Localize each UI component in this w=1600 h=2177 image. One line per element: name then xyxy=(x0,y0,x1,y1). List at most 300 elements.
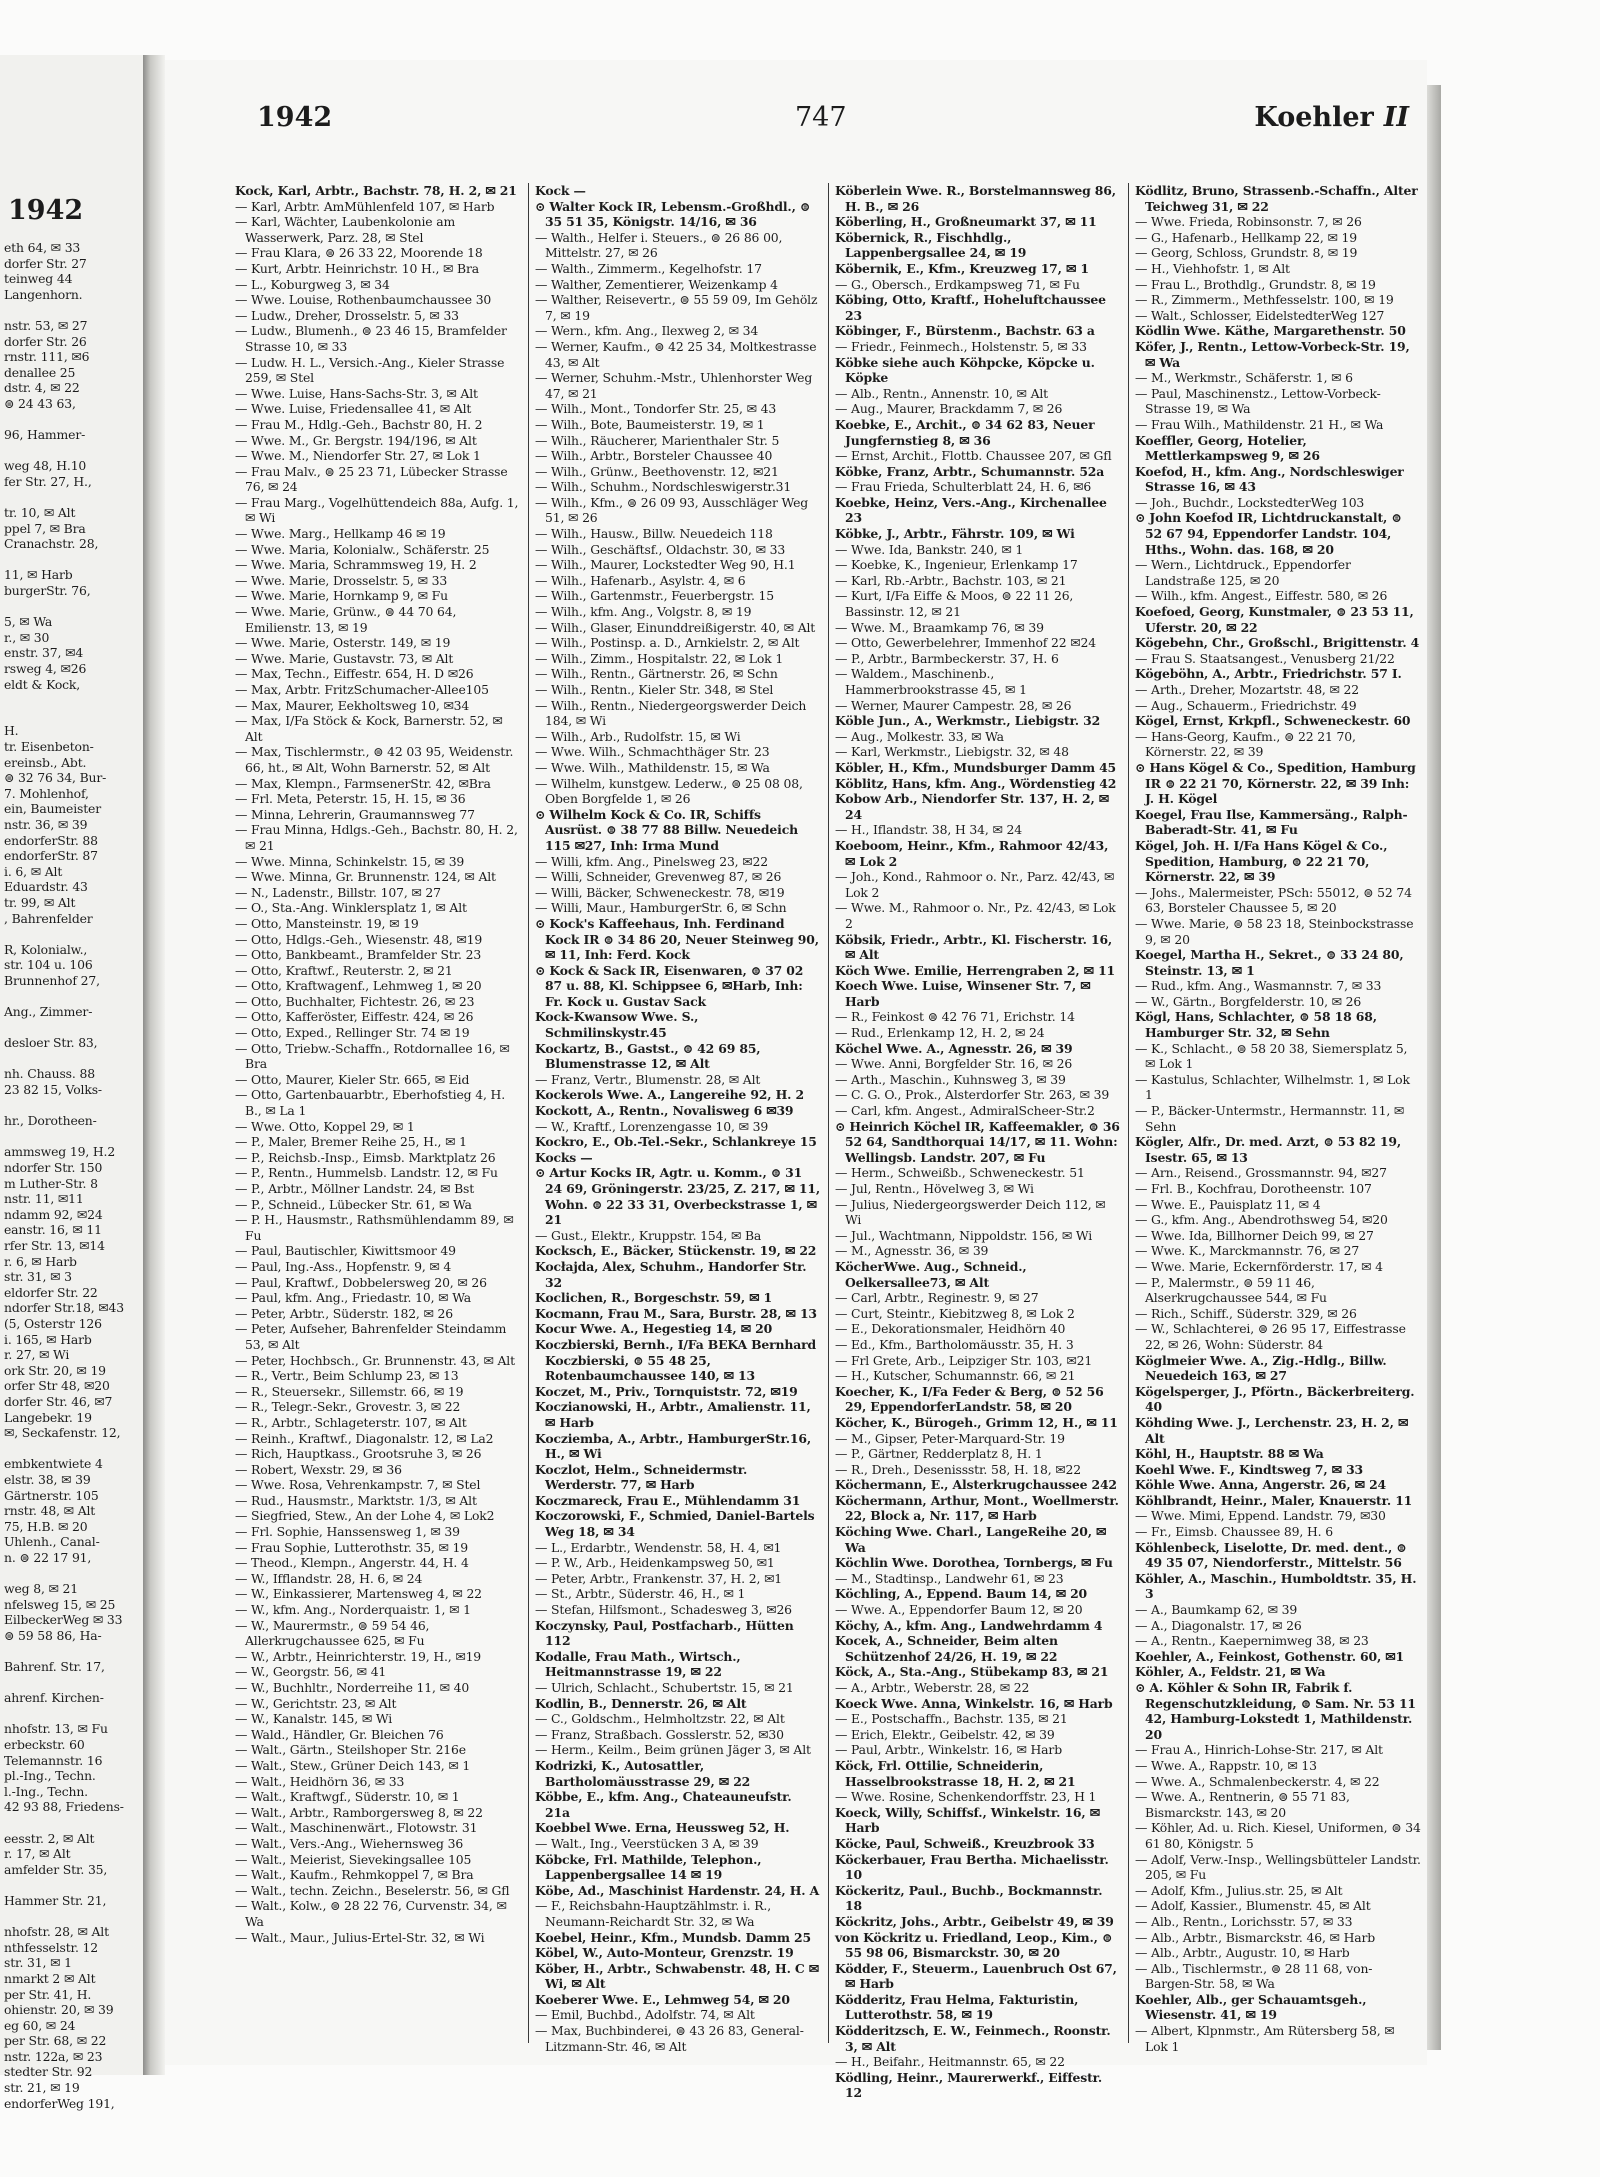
directory-entry: Köberling, H., Großneumarkt 37, ✉ 11 xyxy=(835,214,1097,230)
directory-entry: — Wwe. Minna, Schinkelstr. 15, ✉ 39 xyxy=(235,853,465,869)
directory-entry: — Joh., Buchdr., LockstedterWeg 103 xyxy=(1135,494,1365,510)
directory-entry: — A., Rentn., Kaepernimweg 38, ✉ 23 xyxy=(1135,1633,1369,1649)
directory-entry: Koebke, Heinz, Vers.-Ang., Kirchenallee 23 xyxy=(835,494,1107,526)
left-page-line: r. 27, ✉ Wi xyxy=(4,1347,70,1363)
directory-entry: — Kastulus, Schlachter, Wilhelmstr. 1, ✉ Lok 1 xyxy=(1135,1071,1410,1103)
directory-entry: — Wilh., Räucherer, Marienthaler Str. 5 xyxy=(535,432,780,448)
directory-entry: — Alb., Rentn., Lorichsstr. 57, ✉ 33 xyxy=(1135,1913,1353,1929)
left-page-line: ppel 7, ✉ Bra xyxy=(4,520,86,536)
left-page-line: i. 6, ✉ Alt xyxy=(4,863,63,879)
directory-entry: — L., Koburgweg 3, ✉ 34 xyxy=(235,276,390,292)
directory-entry: — Max, Arbtr. FritzSchumacher-Allee105 xyxy=(235,682,489,697)
directory-entry: Koecher, K., I/Fa Feder & Berg, ⊜ 52 56 29, EppendorferLandstr. 58, ✉ 20 xyxy=(835,1383,1104,1415)
left-page-line xyxy=(0,1815,143,1831)
directory-entry: — Rich, Hauptkass., Grootsruhe 3, ✉ 26 xyxy=(235,1446,482,1462)
directory-entry: — Alb., Arbtr., Bismarckstr. 46, ✉ Harb xyxy=(1135,1929,1376,1945)
directory-entry: — Werner, Kaufm., ⊜ 42 25 34, Moltkestrasse 43, ✉ Alt xyxy=(535,338,817,370)
left-page-line: per Str. 41, H. xyxy=(4,1986,92,2002)
directory-entry: — M., Gipser, Peter-Marquard-Str. 19 xyxy=(835,1430,1065,1446)
left-page-line: eth 64, ✉ 33 xyxy=(4,240,81,255)
directory-entry: — Ed., Kfm., Bartholomäusstr. 35, H. 3 xyxy=(835,1336,1074,1352)
directory-entry: — Wwe. M., Niendorfer Str. 27, ✉ Lok 1 xyxy=(235,448,481,464)
directory-entry: — Adolf, Verw.-Insp., Wellingsbütteler Landstr. 205, ✉ Fu xyxy=(1135,1851,1421,1883)
left-page-line: EilbeckerWeg ✉ 33 xyxy=(4,1612,123,1628)
directory-entry: Köcke, Paul, Schweiß., Kreuzbrook 33 xyxy=(835,1835,1095,1851)
directory-entry: — Walt., Kaufm., Rehmkoppel 7, ✉ Bra xyxy=(235,1867,474,1883)
left-page-line: weg 48, H.10 xyxy=(4,458,87,474)
left-page-line: eesstr. 2, ✉ Alt xyxy=(4,1830,95,1846)
directory-entry: — P. W., Arb., Heidenkampsweg 50, ✉1 xyxy=(535,1555,775,1571)
directory-entry: Kögelsperger, J., Pförtn., Bäckerbreiterg. 40 xyxy=(1135,1383,1415,1415)
directory-entry: — Wwe. Marie, ⊜ 58 23 18, Steinbockstrasse 9, ✉ 20 xyxy=(1135,915,1414,947)
directory-entry: — Walt., techn. Zeichn., Beselerstr. 56, ✉ Gfl xyxy=(235,1882,510,1898)
directory-entry: Koczynsky, Paul, Postfacharb., Hütten 112 xyxy=(535,1617,794,1649)
directory-entry: — Werner, Schuhm.-Mstr., Uhlenhorster Weg 47, ✉ 21 xyxy=(535,370,813,401)
directory-entry: — Wwe. Marie, Osterstr. 149, ✉ 19 xyxy=(235,635,451,651)
directory-entry: — E., Postschaffn., Bachstr. 135, ✉ 21 xyxy=(835,1711,1068,1727)
left-page-line: 75, H.B. ✉ 20 xyxy=(4,1518,88,1534)
left-page-line: endorferStr. 88 xyxy=(4,832,98,848)
directory-entry: — Otto, Maurer, Kieler Str. 665, ✉ Eid xyxy=(235,1071,470,1087)
directory-entry: — Joh., Kond., Rahmoor o. Nr., Parz. 42/43, ✉ Lok 2 xyxy=(835,869,1115,900)
directory-entry: Köhding Wwe. J., Lerchenstr. 23, H. 2, ✉ Alt xyxy=(1135,1414,1409,1446)
directory-entry: Koeberer Wwe. E., Lehmweg 54, ✉ 20 xyxy=(535,1991,790,2007)
directory-entry: — Wwe. Luise, Friedensallee 41, ✉ Alt xyxy=(235,401,472,417)
left-page-line: str. 31, ✉ 1 xyxy=(4,1955,72,1971)
left-page-line: rnstr. 111, ✉6 xyxy=(4,349,90,365)
directory-entry: Köchlin Wwe. Dorothea, Tornbergs, ✉ Fu xyxy=(835,1555,1113,1571)
left-page-line: str. 31, ✉ 3 xyxy=(4,1269,72,1285)
directory-entry: Köhl, H., Hauptstr. 88 ✉ Wa xyxy=(1135,1446,1324,1462)
directory-entry: — O., Sta.-Ang. Winklersplatz 1, ✉ Alt xyxy=(235,900,467,916)
column-rule xyxy=(828,183,829,2043)
left-page-line: erbeckstr. 60 xyxy=(4,1737,85,1752)
directory-entry: Ködlitz, Bruno, Strassenb.-Schaffn., Alter Teichweg 31, ✉ 22 xyxy=(1135,183,1418,214)
left-page-line: pl.-Ing., Techn. xyxy=(4,1768,96,1784)
directory-entry: — P., Rentn., Hummelsb. Landstr. 12, ✉ Fu xyxy=(235,1165,498,1181)
left-page-line: ork Str. 20, ✉ 19 xyxy=(4,1362,106,1378)
directory-entry: — Frau Marg., Vogelhüttendeich 88a, Aufg. 1, ✉ Wi xyxy=(235,494,519,526)
directory-entry: KöcherWwe. Aug., Schneid., Oelkersallee73, ✉ Alt xyxy=(835,1258,1027,1290)
directory-entry: — R., Zimmerm., Methfesselstr. 100, ✉ 19 xyxy=(1135,292,1394,308)
directory-entry: — M., Stadtinsp., Landwehr 61, ✉ 23 xyxy=(835,1570,1064,1586)
directory-entry: Köbke, J., Arbtr., Fährstr. 109, ✉ Wi xyxy=(835,526,1075,542)
directory-entry: — Rud., kfm. Ang., Wasmannstr. 7, ✉ 33 xyxy=(1135,978,1382,994)
directory-entry: — Frl. Meta, Peterstr. 15, H. 15, ✉ 36 xyxy=(235,791,466,807)
directory-entry: — Jul, Rentn., Hövelweg 3, ✉ Wi xyxy=(835,1181,1034,1196)
directory-entry: Köbernick, R., Fischhdlg., Lappenbergsallee 24, ✉ 19 xyxy=(835,229,1027,261)
directory-entry: — Erich, Elektr., Geibelstr. 42, ✉ 39 xyxy=(835,1726,1055,1742)
left-page-line: eanstr. 16, ✉ 11 xyxy=(4,1222,102,1238)
directory-entry: — H., Viehhofstr. 1, ✉ Alt xyxy=(1135,260,1290,276)
directory-entry: — Wwe. Louise, Rothenbaumchaussee 30 xyxy=(235,292,492,308)
directory-entry: — R., Arbtr., Schlageterstr. 107, ✉ Alt xyxy=(235,1414,467,1430)
directory-entry: — Wwe. M., Gr. Bergstr. 194/196, ✉ Alt xyxy=(235,432,477,448)
left-page-line: dstr. 4, ✉ 22 xyxy=(4,380,80,396)
directory-entry: — A., Baumkamp 62, ✉ 39 xyxy=(1135,1602,1298,1618)
left-page-line: tr. 10, ✉ Alt xyxy=(4,505,76,521)
directory-entry: — Wwe. Rosa, Vehrenkampstr. 7, ✉ Stel xyxy=(235,1477,481,1493)
directory-entry: — Wwe. Marie, Gustavstr. 73, ✉ Alt xyxy=(235,650,454,666)
directory-entry: — Wwe. Marg., Hellkamp 46 ✉ 19 xyxy=(235,526,446,542)
directory-entry: — Otto, Hdlgs.-Geh., Wiesenstr. 48, ✉19 xyxy=(235,931,483,947)
directory-entry: — P., Reichsb.-Insp., Eimsb. Marktplatz 26 xyxy=(235,1149,496,1165)
directory-entry: — P., Arbtr., Barmbeckerstr. 37, H. 6 xyxy=(835,650,1059,666)
directory-entry: — Max, Tischlermstr., ⊜ 42 03 95, Weidenstr. 66, ht., ✉ Alt, Wohn Barnerstr. 52, ✉ Alt xyxy=(235,744,514,775)
directory-entry: — Max, Techn., Eiffestr. 654, H. D ✉26 xyxy=(235,666,474,682)
directory-entry: — Willi, Maur., HamburgerStr. 6, ✉ Schn xyxy=(535,900,787,916)
directory-entry: — W., kfm. Ang., Norderquaistr. 1, ✉ 1 xyxy=(235,1602,471,1618)
directory-entry: — G., Hafenarb., Hellkamp 22, ✉ 19 xyxy=(1135,229,1357,245)
directory-entry: Koczlot, Helm., Schneidermstr. Werderstr. 77, ✉ Harb xyxy=(535,1461,748,1493)
directory-entry: — G., kfm. Ang., Abendrothsweg 54, ✉20 xyxy=(1135,1212,1388,1228)
directory-entry: — Wilh., Grünw., Beethovenstr. 12, ✉21 xyxy=(535,463,779,479)
directory-entry: Köfer, J., Rentn., Lettow-Vorbeck-Str. 19, ✉ Wa xyxy=(1135,338,1410,370)
directory-entry: — Frau A., Hinrich-Lohse-Str. 217, ✉ Alt xyxy=(1135,1742,1383,1758)
left-page-line: nfelsweg 15, ✉ 25 xyxy=(4,1596,116,1612)
directory-entry: — Walt., Gärtn., Steilshoper Str. 216e xyxy=(235,1742,466,1758)
left-page-line: 96, Hammer- xyxy=(4,427,86,443)
directory-entry: — A., Diagonalstr. 17, ✉ 26 xyxy=(1135,1617,1302,1633)
directory-entry: Köglmeier Wwe. A., Zig.-Hdlg., Billw. Neuedeich 163, ✉ 27 xyxy=(1135,1352,1387,1384)
directory-entry: — A., Arbtr., Weberstr. 28, ✉ 22 xyxy=(835,1680,1030,1695)
left-page-line xyxy=(0,1441,143,1457)
directory-entry: — Wwe. Anni, Borgfelder Str. 16, ✉ 26 xyxy=(835,1056,1073,1072)
directory-entry: — Wilh., kfm. Ang., Volgstr. 8, ✉ 19 xyxy=(535,604,752,620)
directory-entry: — Wwe. Marie, Eckernförderstr. 17, ✉ 4 xyxy=(1135,1258,1383,1274)
left-page-line: hr., Dorotheen- xyxy=(4,1113,97,1129)
left-page-line: dorfer Str. 46, ✉7 xyxy=(4,1393,113,1409)
directory-entry: — W., Schlachterei, ⊜ 26 95 17, Eiffestrasse 22, ✉ 26, Wohn: Süderstr. 84 xyxy=(1135,1321,1406,1352)
directory-entry: — Rich., Schiff., Süderstr. 329, ✉ 26 xyxy=(1135,1305,1357,1321)
directory-entry: — Wilh., Kfm., ⊜ 26 09 93, Ausschläger Weg 51, ✉ 26 xyxy=(535,494,809,526)
directory-entry: — Otto, Bankbeamt., Bramfelder Str. 23 xyxy=(235,947,482,963)
left-page-line: per Str. 68, ✉ 22 xyxy=(4,2033,107,2049)
directory-entry: Ködling, Heinr., Maurerwerkf., Eiffestr. 12 xyxy=(835,2069,1103,2101)
directory-entry: — Karl, Arbtr. AmMühlenfeld 107, ✉ Harb xyxy=(235,198,495,214)
directory-entry: — W., Georgstr. 56, ✉ 41 xyxy=(235,1664,387,1680)
directory-entry: ⊙ Heinrich Köchel IR, Kaffeemakler, ⊜ 36 52 64, Sandthorquai 14/17, ✉ 11. Wohn: Wellingsb. Landstr. 207, ✉ Fu xyxy=(835,1118,1120,1165)
left-page-line: rsweg 4, ✉26 xyxy=(4,661,87,677)
directory-entry: — Hans-Georg, Kaufm., ⊜ 22 21 70, Körnerstr. 22, ✉ 39 xyxy=(1135,728,1356,760)
directory-entry: — Wwe. Frieda, Robinsonstr. 7, ✉ 26 xyxy=(1135,214,1362,230)
directory-entry: Koefod, H., kfm. Ang., Nordschleswiger Strasse 16, ✉ 43 xyxy=(1135,463,1404,495)
directory-entry: — E., Dekorationsmaler, Heidhörn 40 xyxy=(835,1321,1066,1337)
directory-entry: ⊙ Kock's Kaffeehaus, Inh. Ferdinand Kock IR ⊜ 34 86 20, Neuer Steinweg 90, ✉ 11, Inh: Ferd. Kock xyxy=(535,915,819,963)
directory-entry: Koebbel Wwe. Erna, Heussweg 52, H. xyxy=(535,1820,790,1836)
directory-entry: — Wilh., Schuhm., Nordschleswigerstr.31 xyxy=(535,479,792,495)
directory-entry: — Gust., Elektr., Kruppstr. 154, ✉ Ba xyxy=(535,1227,762,1243)
directory-entry: — Wwe. Marie, Drosselstr. 5, ✉ 33 xyxy=(235,572,448,588)
left-page-line: (5, Osterstr 126 xyxy=(4,1315,102,1331)
directory-entry: Köbke, Franz, Arbtr., Schumannstr. 52a xyxy=(835,463,1105,479)
left-page-line xyxy=(0,1565,143,1581)
directory-entry: — P., Arbtr., Möllner Landstr. 24, ✉ Bst xyxy=(235,1181,475,1196)
directory-entry: Koegel, Martha H., Sekret., ⊜ 33 24 80, Steinstr. 13, ✉ 1 xyxy=(1135,947,1404,978)
directory-entry: — Ludw., Blumenh., ⊜ 23 46 15, Bramfelder Strasse 10, ✉ 33 xyxy=(235,323,507,354)
left-page-line: ndorfer Str. 150 xyxy=(4,1160,103,1176)
left-page-line: Brunnenhof 27, xyxy=(4,972,100,988)
main-page xyxy=(165,60,1427,2101)
directory-entry: — Franz, Straßbach. Gosslerstr. 52, ✉30 xyxy=(535,1726,784,1742)
directory-entry: Koczianowski, H., Arbtr., Amalienstr. 11, ✉ Harb xyxy=(535,1399,811,1430)
directory-entry: Kögel, Ernst, Krkpfl., Schweneckestr. 60 xyxy=(1135,713,1411,729)
directory-entry: Koeboom, Heinr., Kfm., Rahmoor 42/43, ✉ Lok 2 xyxy=(835,837,1109,869)
directory-entry: — Wwe. M., Rahmoor o. Nr., Pz. 42/43, ✉ Lok 2 xyxy=(835,900,1116,931)
directory-entry: — Johs., Malermeister, PSch: 55012, ⊜ 52 74 63, Borsteler Chaussee 5, ✉ 20 xyxy=(1135,884,1412,916)
left-page-line xyxy=(0,552,143,568)
left-page-line: endorferStr. 87 xyxy=(4,848,98,864)
directory-entry: Koebel, Heinr., Kfm., Mundsb. Damm 25 xyxy=(535,1929,811,1945)
left-page-line: nstr. 11, ✉11 xyxy=(4,1191,84,1207)
directory-entry: Köcher, K., Bürogeh., Grimm 12, H., ✉ 11 xyxy=(835,1414,1118,1430)
directory-entry: — Paul, Kraftwf., Dobbelersweg 20, ✉ 26 xyxy=(235,1274,487,1290)
directory-entry: — Frau L., Brothdlg., Grundstr. 8, ✉ 19 xyxy=(1135,276,1376,292)
directory-entry: — Wwe. A., Schmalenbeckerstr. 4, ✉ 22 xyxy=(1135,1773,1380,1789)
directory-entry: — Walt., Meierist, Sievekingsallee 105 xyxy=(235,1851,472,1867)
directory-entry: — Rud., Hausmstr., Marktstr. 1/3, ✉ Alt xyxy=(235,1492,477,1508)
directory-entry: — R., Steuersekr., Sillemstr. 66, ✉ 19 xyxy=(235,1383,464,1399)
directory-entry: — P., Bäcker-Untermstr., Hermannstr. 11, ✉ Sehn xyxy=(1135,1103,1405,1134)
directory-entry: — Ludw., Dreher, Drosselstr. 5, ✉ 33 xyxy=(235,307,459,323)
directory-entry: Koclichen, R., Borgeschstr. 59, ✉ 1 xyxy=(535,1290,773,1306)
directory-column-2 xyxy=(535,183,821,2054)
directory-entry: — Frau Wilh., Mathildenstr. 21 H., ✉ Wa xyxy=(1135,416,1384,432)
directory-entry: Köchy, A., kfm. Ang., Landwehrdamm 4 xyxy=(835,1617,1103,1633)
directory-column-4 xyxy=(1135,183,1421,2054)
directory-entry: ⊙ A. Köhler & Sohn IR, Fabrik f. Regenschutzkleidung, ⊜ Sam. Nr. 53 11 42, Hamburg-Lokstedt 1, Mathildenstr. 20 xyxy=(1135,1680,1416,1742)
left-page-line: tr. Eisenbeton- xyxy=(4,739,94,754)
directory-entry: Köchermann, Arthur, Mont., Woellmerstr. 22, Block a, Nr. 117, ✉ Harb xyxy=(835,1492,1119,1524)
left-page-line: m Luther-Str. 8 xyxy=(4,1175,98,1191)
directory-entry: — Kurt, Arbtr. Heinrichstr. 10 H., ✉ Bra xyxy=(235,260,480,276)
directory-entry: Kock, Karl, Arbtr., Bachstr. 78, H. 2, ✉ 21 xyxy=(235,183,517,198)
directory-entry: — Walt., Kolw., ⊜ 28 22 76, Curvenstr. 34, ✉ Wa xyxy=(235,1898,507,1929)
left-page-line: 7. Mohlenhof, xyxy=(4,785,89,801)
directory-entry: Köbel, W., Auto-Monteur, Grenzstr. 19 xyxy=(535,1945,794,1961)
left-page-line: Uhlenh., Canal- xyxy=(4,1534,100,1550)
directory-entry: Köhle Wwe. Anna, Angerstr. 26, ✉ 24 xyxy=(1135,1477,1387,1493)
page-year: 1942 xyxy=(257,102,333,133)
directory-entry: — Wwe. Luise, Hans-Sachs-Str. 3, ✉ Alt xyxy=(235,385,478,401)
directory-entry: — Wilh., Hausw., Billw. Neuedeich 118 xyxy=(535,526,773,542)
left-page-line: Ang., Zimmer- xyxy=(4,1004,93,1020)
left-page-line: ammsweg 19, H.2 xyxy=(4,1144,116,1160)
left-page-line: elstr. 38, ✉ 39 xyxy=(4,1471,91,1487)
directory-entry: — P., Malermstr., ⊜ 59 11 46, Alserkrugchaussee 544, ✉ Fu xyxy=(1135,1274,1327,1306)
directory-entry: Kobow Arb., Niendorfer Str. 137, H. 2, ✉24 xyxy=(835,791,1109,822)
left-page-line: enstr. 37, ✉4 xyxy=(4,645,84,661)
directory-entry: Koehl Wwe. F., Kindtsweg 7, ✉ 33 xyxy=(1135,1461,1364,1477)
left-page-line xyxy=(0,1129,143,1145)
directory-entry: — W., Arbtr., Heinrichterstr. 19, H., ✉19 xyxy=(235,1648,482,1664)
directory-entry: ⊙ Hans Kögel & Co., Spedition, Hamburg IR ⊜ 22 21 70, Körnerstr. 22, ✉ 39 Inh: J. H. Kögel xyxy=(1135,759,1416,807)
left-page-line: endorferWeg 191, xyxy=(4,2095,115,2111)
directory-entry: — Wilh., Hafenarb., Asylstr. 4, ✉ 6 xyxy=(535,572,746,588)
directory-entry: — Wern., kfm. Ang., Ilexweg 2, ✉ 34 xyxy=(535,323,759,339)
directory-columns xyxy=(235,183,1421,2101)
directory-entry: — R., Feinkost ⊜ 42 76 71, Erichstr. 14 xyxy=(835,1009,1075,1025)
directory-entry: — Wilh., Arbtr., Borsteler Chaussee 40 xyxy=(535,448,773,464)
directory-entry: — Wald., Händler, Gr. Bleichen 76 xyxy=(235,1726,444,1742)
directory-entry: Köhler, A., Feldstr. 21, ✉ Wa xyxy=(1135,1664,1326,1680)
directory-entry: — H., Kutscher, Schumannstr. 66, ✉ 21 xyxy=(835,1368,1076,1384)
directory-entry: — Wilh., Bote, Baumeisterstr. 19, ✉ 1 xyxy=(535,416,765,432)
directory-entry: — Frau S. Staatsangest., Venusberg 21/22 xyxy=(1135,650,1395,666)
directory-entry: — Walt., Heidhörn 36, ✉ 33 xyxy=(235,1773,405,1789)
left-page-line: 42 93 88, Friedens- xyxy=(4,1799,124,1815)
left-page-line: eg 60, ✉ 24 xyxy=(4,2017,76,2033)
directory-entry: Koech Wwe. Luise, Winsener Str. 7, ✉ Harb xyxy=(835,978,1091,1009)
directory-entry: Köbernik, E., Kfm., Kreuzweg 17, ✉ 1 xyxy=(835,260,1089,276)
directory-entry: Ködder, F., Steuerm., Lauenbruch Ost 67, ✉ Harb xyxy=(835,1960,1117,1992)
left-page-line: ⊜ 24 43 63, xyxy=(4,395,76,411)
directory-entry: — Wwe. E., Pauisplatz 11, ✉ 4 xyxy=(1135,1196,1321,1212)
directory-entry: Kögl, Hans, Schlachter, ⊜ 58 18 68, Hamburger Str. 32, ✉ Sehn xyxy=(1135,1009,1377,1041)
directory-entry: — Paul, kfm. Ang., Friedastr. 10, ✉ Wa xyxy=(235,1290,471,1306)
directory-entry: — Wilh., Glaser, Einunddreißigerstr. 40, ✉ Alt xyxy=(535,619,816,635)
directory-entry: — Frau Frieda, Schulterblatt 24, H. 6, ✉6 xyxy=(835,479,1092,495)
left-page-line xyxy=(0,443,143,459)
left-page-line: , Bahrenfelder xyxy=(4,910,93,926)
directory-entry: Köber, H., Arbtr., Schwabenstr. 48, H. C ✉ Wi, ✉ Alt xyxy=(535,1960,820,1992)
directory-entry: — G., Obersch., Erdkampsweg 71, ✉ Fu xyxy=(835,276,1080,292)
directory-entry: — Frl. Sophie, Hanssensweg 1, ✉ 39 xyxy=(235,1524,460,1540)
left-page-line: l.-Ing., Techn. xyxy=(4,1783,88,1799)
directory-entry: — Werner, Maurer Campestr. 28, ✉ 26 xyxy=(835,697,1072,713)
directory-entry: — Carl, kfm. Angest., AdmiralScheer-Str.2 xyxy=(835,1103,1095,1119)
directory-entry: — Waldem., Maschinenb., Hammerbrookstrasse 45, ✉ 1 xyxy=(835,666,1027,697)
directory-entry: — M., Agnesstr. 36, ✉ 39 xyxy=(835,1243,989,1259)
left-page-line: Langebekr. 19 xyxy=(4,1409,92,1425)
directory-entry: — Wilh., Rentn., Niedergeorgswerder Deich 184, ✉ Wi xyxy=(535,697,807,729)
directory-entry: — Walther, Reisevertr., ⊜ 55 59 09, Im Gehölz 7, ✉ 19 xyxy=(535,292,818,323)
directory-entry: — Robert, Wexstr. 29, ✉ 36 xyxy=(235,1461,402,1477)
left-page-line xyxy=(0,1877,143,1893)
directory-entry: — Albert, Klpnmstr., Am Rütersberg 58, ✉ Lok 1 xyxy=(1135,2023,1395,2054)
left-page-line xyxy=(0,708,143,724)
directory-entry: — Wilhelm, kunstgew. Lederw., ⊜ 25 08 08, Oben Borgfelde 1, ✉ 26 xyxy=(535,775,803,807)
directory-entry: — Willi, Bäcker, Schweneckestr. 78, ✉19 xyxy=(535,884,785,900)
left-page-line: ereinsb., Abt. xyxy=(4,754,87,770)
left-page-line: Cranachstr. 28, xyxy=(4,536,99,552)
directory-entry: — M., Werkmstr., Schäferstr. 1, ✉ 6 xyxy=(1135,370,1353,386)
left-page-line xyxy=(0,1020,143,1036)
directory-entry: — Walt., Maschinenwärt., Flotowstr. 31 xyxy=(235,1820,478,1836)
directory-entry: — Wwe. Marie, Hornkamp 9, ✉ Fu xyxy=(235,588,448,604)
directory-entry: — W., Buchhltr., Norderreihe 11, ✉ 40 xyxy=(235,1680,470,1695)
directory-entry: — Willi, Schneider, Grevenweg 87, ✉ 26 xyxy=(535,869,782,885)
directory-entry: — Otto, Kraftwf., Reuterstr. 2, ✉ 21 xyxy=(235,962,453,978)
left-page-line xyxy=(0,1098,143,1114)
directory-entry: Köck, Frl. Ottilie, Schneiderin, Hasselbrookstrasse 18, H. 2, ✉ 21 xyxy=(835,1757,1076,1789)
directory-entry: — Otto, Kafferöster, Eiffestr. 424, ✉ 26 xyxy=(235,1009,474,1025)
directory-entry: Köbcke, Frl. Mathilde, Telephon., Lappenbergsallee 14 ✉ 19 xyxy=(535,1851,762,1883)
directory-entry: Koczet, M., Priv., Tornquiststr. 72, ✉19 xyxy=(535,1383,798,1399)
directory-entry: — Wilh., Geschäftsf., Oldachstr. 30, ✉ 33 xyxy=(535,541,786,557)
left-page-line: embkentwiete 4 xyxy=(4,1456,103,1472)
directory-entry: — Georg, Schloss, Grundstr. 8, ✉ 19 xyxy=(1135,245,1358,261)
left-page-line xyxy=(0,926,143,942)
directory-entry: — W., Gerichtstr. 23, ✉ Alt xyxy=(235,1695,397,1711)
directory-entry: — K., Schlacht., ⊜ 58 20 38, Siemersplatz 5, ✉ Lok 1 xyxy=(1135,1040,1408,1072)
directory-entry: — Friedr., Feinmech., Holstenstr. 5, ✉ 33 xyxy=(835,338,1087,354)
left-page-line: Gärtnerstr. 105 xyxy=(4,1487,99,1503)
directory-entry: Köbe, Ad., Maschinist Hardenstr. 24, H. A xyxy=(535,1882,820,1898)
directory-entry: Koefoed, Georg, Kunstmaler, ⊜ 23 53 11, Uferstr. 20, ✉ 22 xyxy=(1135,604,1414,635)
directory-entry: — Emil, Buchbd., Adolfstr. 74, ✉ Alt xyxy=(535,2007,755,2023)
directory-entry: Kodrizki, K., Autosattler, Bartholomäusstrasse 29, ✉ 22 xyxy=(535,1757,751,1789)
directory-entry: — Walt., Arbtr., Ramborgersweg 8, ✉ 22 xyxy=(235,1804,483,1820)
left-page-line: 5, ✉ Wa xyxy=(4,614,53,630)
left-page-line: nmarkt 2 ✉ Alt xyxy=(4,1970,96,1986)
directory-entry: — Frau Klara, ⊜ 26 33 22, Moorende 18 xyxy=(235,245,483,261)
directory-entry: Kocks — xyxy=(535,1149,593,1165)
left-page-line: 23 82 15, Volks- xyxy=(4,1082,102,1098)
directory-entry: Kocksch, E., Bäcker, Stückenstr. 19, ✉ 22 xyxy=(535,1243,817,1259)
left-page-line: weg 8, ✉ 21 xyxy=(4,1581,79,1597)
directory-entry: Koczorowski, F., Schmied, Daniel-Bartels Weg 18, ✉ 34 xyxy=(535,1508,815,1540)
left-page-line: orfer Str 48, ✉20 xyxy=(4,1378,110,1394)
directory-entry: — Adolf, Kassier., Blumenstr. 45, ✉ Alt xyxy=(1135,1898,1371,1914)
directory-entry: — Paul, Bautischler, Kiwittsmoor 49 xyxy=(235,1243,456,1259)
directory-entry: — Minna, Lehrerin, Graumannsweg 77 xyxy=(235,806,475,822)
directory-entry: Köck, A., Sta.-Ang., Stübekamp 83, ✉ 21 xyxy=(835,1664,1109,1680)
directory-entry: — Karl, Wächter, Laubenkolonie am Wasserwerk, Parz. 28, ✉ Stel xyxy=(235,214,456,245)
directory-entry: Kodlin, B., Dennerstr. 26, ✉ Alt xyxy=(535,1695,747,1711)
directory-entry: Koehler, A., Feinkost, Gothenstr. 60, ✉1 xyxy=(1135,1648,1405,1664)
directory-entry: — Wwe. Marie, Grünw., ⊜ 44 70 64, Emilienstr. 13, ✉ 19 xyxy=(235,604,457,635)
left-page-line xyxy=(0,692,143,708)
directory-entry: Kögebehn, Chr., Großschl., Brigittenstr. 4 xyxy=(1135,635,1420,651)
running-head-volume: II xyxy=(1383,102,1409,133)
left-page-line: ✉, Seckafenstr. 12, xyxy=(4,1425,121,1441)
left-page-line: nhofstr. 28, ✉ Alt xyxy=(4,1924,109,1940)
left-page-line: r. 6, ✉ Harb xyxy=(4,1253,77,1269)
left-page-line: burgerStr. 76, xyxy=(4,583,91,599)
directory-entry: — Frau Malv., ⊜ 25 23 71, Lübecker Strasse 76, ✉ 24 xyxy=(235,463,508,495)
directory-entry: — Paul, Arbtr., Winkelstr. 16, ✉ Harb xyxy=(835,1742,1062,1758)
directory-entry: Köbler, H., Kfm., Mundsburger Damm 45 xyxy=(835,759,1117,775)
directory-entry: — Herm., Keilm., Beim grünen Jäger 3, ✉ Alt xyxy=(535,1742,811,1758)
left-page-line xyxy=(0,490,143,506)
directory-entry: — R., Vertr., Beim Schlump 23, ✉ 13 xyxy=(235,1368,459,1384)
directory-entry: — W., Maurermstr., ⊜ 59 54 46, Allerkrugchaussee 625, ✉ Fu xyxy=(235,1617,430,1649)
left-page-line: nstr. 122a, ✉ 23 xyxy=(4,2048,103,2064)
directory-entry: — Wwe. A., Rentnerin, ⊜ 55 71 83, Bismarckstr. 143, ✉ 20 xyxy=(1135,1789,1350,1820)
directory-entry: Köhlbrandt, Heinr., Maler, Knauerstr. 11 xyxy=(1135,1492,1413,1508)
directory-entry: — Reinh., Kraftwf., Diagonalstr. 12, ✉ La2 xyxy=(235,1430,494,1446)
left-page-line: rnstr. 48, ✉ Alt xyxy=(4,1503,96,1519)
directory-entry: — Max, Maurer, Eekholtsweg 10, ✉34 xyxy=(235,697,470,713)
directory-entry: — Aug., Molkestr. 33, ✉ Wa xyxy=(835,728,1004,744)
directory-entry: Koeck Wwe. Anna, Winkelstr. 16, ✉ Harb xyxy=(835,1695,1113,1711)
directory-entry: — Wilh., Zimm., Hospitalstr. 22, ✉ Lok 1 xyxy=(535,650,784,666)
directory-entry: Koeck, Willy, Schiffsf., Winkelstr. 16, ✉ Harb xyxy=(835,1804,1100,1836)
directory-entry: — St., Arbtr., Süderstr. 46, H., ✉ 1 xyxy=(535,1586,746,1602)
directory-entry: — Arn., Reisend., Grossmannstr. 94, ✉27 xyxy=(1135,1165,1387,1181)
left-page-line: dorfer Str. 27 xyxy=(4,255,87,271)
left-page-line: nthfesselstr. 12 xyxy=(4,1939,99,1955)
directory-entry: — Carl, Arbtr., Reginestr. 9, ✉ 27 xyxy=(835,1290,1039,1306)
left-page-line: nh. Chauss. 88 xyxy=(4,1066,95,1082)
directory-entry: Kögler, Alfr., Dr. med. Arzt, ⊜ 53 82 19, Isestr. 65, ✉ 13 xyxy=(1135,1134,1402,1165)
directory-entry: Köhler, A., Maschin., Humboldtstr. 35, H. 3 xyxy=(1135,1570,1417,1602)
left-page-line: fer Str. 27, H., xyxy=(4,473,92,489)
directory-entry: — Otto, Kraftwagenf., Lehmweg 1, ✉ 20 xyxy=(235,978,482,994)
left-page-line xyxy=(0,302,143,318)
left-page-line xyxy=(0,1706,143,1722)
